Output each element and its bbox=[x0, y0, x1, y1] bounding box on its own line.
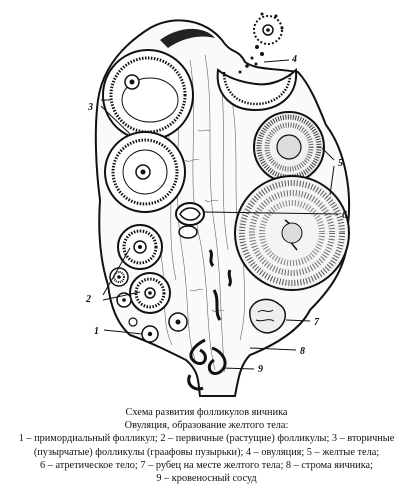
caption-title: Схема развития фолликулов яичника bbox=[125, 407, 288, 418]
secondary-follicle-upper bbox=[103, 50, 193, 140]
corpus-albicans-scar bbox=[250, 299, 285, 332]
label-9: 9 bbox=[258, 364, 263, 375]
label-7: 7 bbox=[314, 317, 319, 328]
corpus-luteum-large bbox=[235, 176, 349, 290]
secondary-follicle-lower bbox=[105, 132, 185, 212]
primary-follicle-a bbox=[118, 225, 162, 269]
caption-subtitle: Овуляция, образование желтого тела: bbox=[124, 420, 289, 432]
label-2: 2 bbox=[86, 294, 91, 305]
label-4: 4 bbox=[292, 54, 297, 65]
label-5: 5 bbox=[338, 158, 343, 169]
caption-line-1: 1 – примордиальный фолликул; 2 – первичные (растущие) фолликулы; 3 – вторичные bbox=[18, 433, 395, 445]
primary-follicle-c bbox=[110, 268, 128, 286]
caption-line-4: 9 – кровеносный сосуд bbox=[156, 473, 257, 485]
caption-line-2: (пузырчатые) фолликулы (граафовы пузырьки); 4 – овуляция; 5 – желтые тела; bbox=[33, 446, 380, 458]
caption bbox=[6, 406, 407, 485]
label-6: 6 bbox=[342, 210, 347, 221]
label-3: 3 bbox=[88, 102, 93, 113]
caption-line-3: 6 – атретическое тело; 7 – рубец на месте желтого тела; 8 – строма яичника; bbox=[40, 459, 373, 471]
label-8: 8 bbox=[300, 346, 305, 357]
corpus-luteum-upper bbox=[254, 112, 324, 182]
label-1: 1 bbox=[94, 326, 99, 337]
